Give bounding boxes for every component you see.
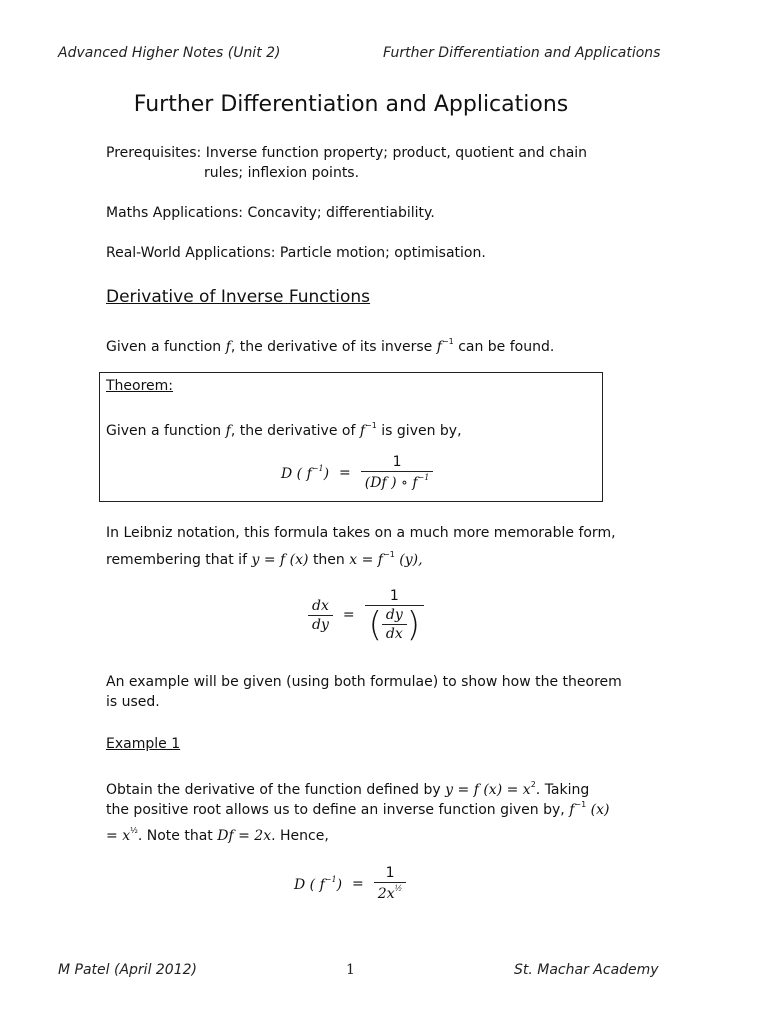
footer-right: St. Machar Academy <box>514 962 659 978</box>
leibniz-num-r: 1 <box>389 588 399 604</box>
real-world-applications: Real-World Applications: Particle motion; optimisation. <box>106 245 486 261</box>
theorem-pre: Given a function <box>106 423 222 439</box>
ex1-l3-eq: = <box>106 828 118 844</box>
theorem-formula <box>281 454 433 491</box>
leibniz-formula: $\frac{dx}{dy}$ = 1 ( $\frac{dy}{dx}$ ) <box>308 588 424 642</box>
ex1-l3-sup: ½ <box>130 826 138 835</box>
leibniz-num-l: dx <box>312 597 329 614</box>
footer-left: M Patel (April 2012) <box>58 962 197 978</box>
example1-formula <box>294 865 406 902</box>
theorem-sup: −1 <box>365 421 377 430</box>
theorem-label: Theorem: <box>106 378 174 394</box>
header-left: Advanced Higher Notes (Unit 2) <box>58 45 281 61</box>
intro-post: can be found. <box>458 339 555 355</box>
leibniz-inner-den: dx <box>382 624 407 642</box>
theorem-lhs: D ( f <box>281 465 312 482</box>
ex1-l3-x: x <box>122 828 131 844</box>
ex1-l3-mid: . Note that <box>137 828 213 844</box>
ex1-l3-post: . Hence, <box>271 828 329 844</box>
ex1-finv-arg: (x) <box>590 802 610 818</box>
leibniz-eq2: = <box>361 552 374 568</box>
ex1-l3-2x: 2x <box>254 828 272 844</box>
prereq-line2: rules; inflexion points. <box>204 165 360 181</box>
intro-line <box>106 332 626 357</box>
leibniz-x: x <box>349 552 358 568</box>
ex1-x2-sup: 2 <box>530 780 536 789</box>
theorem-finv: f <box>359 423 366 439</box>
ex1f-lhs-close: ) <box>336 876 343 893</box>
example-intro-line2: is used. <box>106 694 160 710</box>
theorem-fraction <box>361 454 434 491</box>
theorem-lhs-close: ) <box>323 465 330 482</box>
example1-line3 <box>106 821 646 846</box>
ex1f-equals: = <box>352 875 364 892</box>
ex1f-den-sup: ½ <box>394 884 403 893</box>
leibniz-line2 <box>106 545 646 570</box>
ex1-finv: f <box>569 802 575 818</box>
ex1-y: y <box>445 782 454 798</box>
leibniz-fx: f (x) <box>280 552 309 568</box>
ex1-finv-sup: −1 <box>574 800 587 809</box>
leibniz-finv: f <box>377 552 383 568</box>
ex1-l1-post: . Taking <box>535 782 590 798</box>
prereq-line1: Inverse function property; product, quotient and chain <box>205 145 588 161</box>
intro-finv: f <box>436 339 442 355</box>
leibniz-y: y <box>251 552 260 568</box>
theorem-den: (Df ) ∘ f <box>364 475 418 491</box>
ex1f-lhs-sup: −1 <box>324 874 337 884</box>
page-number: 1 <box>346 962 355 978</box>
theorem-equals: = <box>339 464 351 481</box>
theorem-f: f <box>225 423 231 439</box>
leibniz-line1: In Leibniz notation, this formula takes on a much more memorable form, <box>106 525 616 541</box>
prereq-label: Prerequisites: <box>106 145 202 161</box>
ex1-x2: x <box>522 782 531 798</box>
header-right: Further Differentiation and Applications <box>383 45 661 61</box>
intro-f: f <box>225 339 231 355</box>
ex1f-num: 1 <box>385 865 395 881</box>
ex1-fx: f (x) <box>473 782 503 798</box>
intro-mid: , the derivative of its inverse <box>230 339 433 355</box>
leibniz-eq1: = <box>263 552 276 568</box>
ex1-l2-pre: the positive root allows us to define an inverse function given by, <box>106 802 565 818</box>
page-title: Further Differentiation and Applications <box>133 92 569 117</box>
leibniz-inner-num: dy <box>385 607 403 623</box>
ex1-eq1: = <box>457 782 470 798</box>
ex1-l3-eq2: = <box>238 828 250 844</box>
ex1-eq2: = <box>506 782 519 798</box>
leibniz-pre: remembering that if <box>106 552 248 568</box>
theorem-num: 1 <box>392 454 402 470</box>
maths-applications: Maths Applications: Concavity; differentiability. <box>106 205 435 221</box>
ex1-l1-pre: Obtain the derivative of the function defined by <box>106 782 441 798</box>
leibniz-den-l: dy <box>308 615 333 633</box>
ex1f-lhs: D ( f <box>294 876 325 893</box>
theorem-post: is given by, <box>381 423 462 439</box>
prerequisites <box>106 143 626 163</box>
theorem-lhs-sup: −1 <box>311 463 324 473</box>
intro-sup: −1 <box>441 337 454 346</box>
ex1-df: Df <box>217 828 234 844</box>
theorem-statement <box>106 416 626 441</box>
theorem-mid: , the derivative of <box>230 423 356 439</box>
example-intro-line1: An example will be given (using both formulae) to show how the theorem <box>106 674 622 690</box>
leibniz-sup: −1 <box>382 550 395 559</box>
ex1f-den: 2x <box>377 886 395 902</box>
theorem-den-sup: −1 <box>417 473 430 482</box>
example1-heading: Example 1 <box>106 736 181 752</box>
leibniz-then: then <box>312 552 345 568</box>
intro-pre: Given a function <box>106 339 222 355</box>
section-heading: Derivative of Inverse Functions <box>106 287 371 307</box>
leibniz-equals: = <box>342 607 355 623</box>
example1-line2 <box>106 795 646 820</box>
leibniz-arg: (y), <box>399 552 423 568</box>
